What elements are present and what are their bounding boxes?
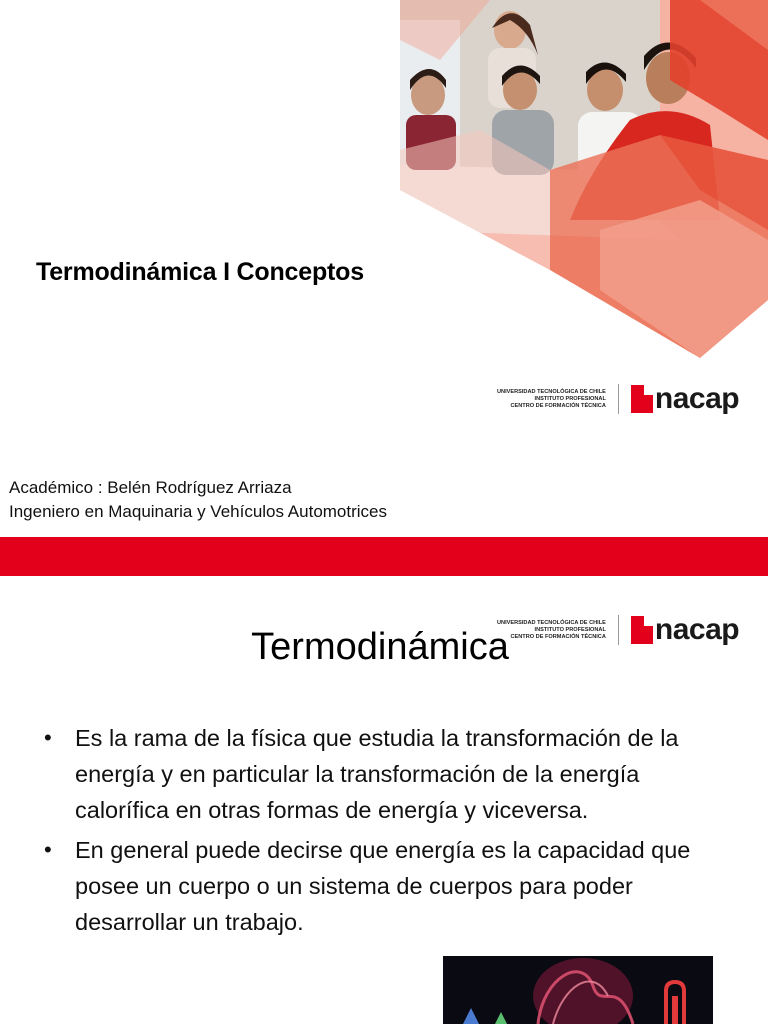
logo-divider [618,384,619,414]
bullet-list [44,720,734,944]
inacap-i-icon [631,385,653,413]
logo-line-3: CENTRO DE FORMACIÓN TÉCNICA [510,402,606,409]
logo-brand: nacap [654,382,740,415]
bullet-dot-icon: • [44,725,52,750]
bullet-item [44,720,734,828]
bullet-text-1: Es la rama de la física que estudia la transformación de la energía y en particular la transformación de la energía calorífica en otras formas de energía y viceversa. [75,725,679,823]
logo2-line-1: UNIVERSIDAD TECNOLÓGICA DE CHILE [497,619,606,626]
author-block [9,476,387,524]
slide2-title: Termodinámica [251,626,509,668]
logo-brand-2: nacap [654,613,740,646]
logo-mark [631,382,739,416]
bullet-dot-icon: • [44,837,52,862]
inacap-logo [497,382,739,416]
hero-photo-hexagon [400,0,768,360]
logo-line-1: UNIVERSIDAD TECNOLÓGICA DE CHILE [497,388,606,395]
logo2-line-3: CENTRO DE FORMACIÓN TÉCNICA [510,633,606,640]
logo-line-2: INSTITUTO PROFESIONAL [534,395,606,402]
logo2-line-2: INSTITUTO PROFESIONAL [534,626,606,633]
slide1-title: Termodinámica I Conceptos [36,258,364,286]
content-slide [0,576,768,1024]
author-name: Académico : Belén Rodríguez Arriaza [9,478,292,497]
bullet-item [44,832,734,940]
thermodynamics-image [443,956,713,1024]
logo-university-text [497,389,606,410]
slide-separator-band [0,537,768,576]
bullet-text-2: En general puede decirse que energía es la capacidad que posee un cuerpo o un sistema de cuerpos para poder desarrollar un trabajo. [75,837,691,935]
author-title: Ingeniero en Maquinaria y Vehículos Automotrices [9,502,388,521]
